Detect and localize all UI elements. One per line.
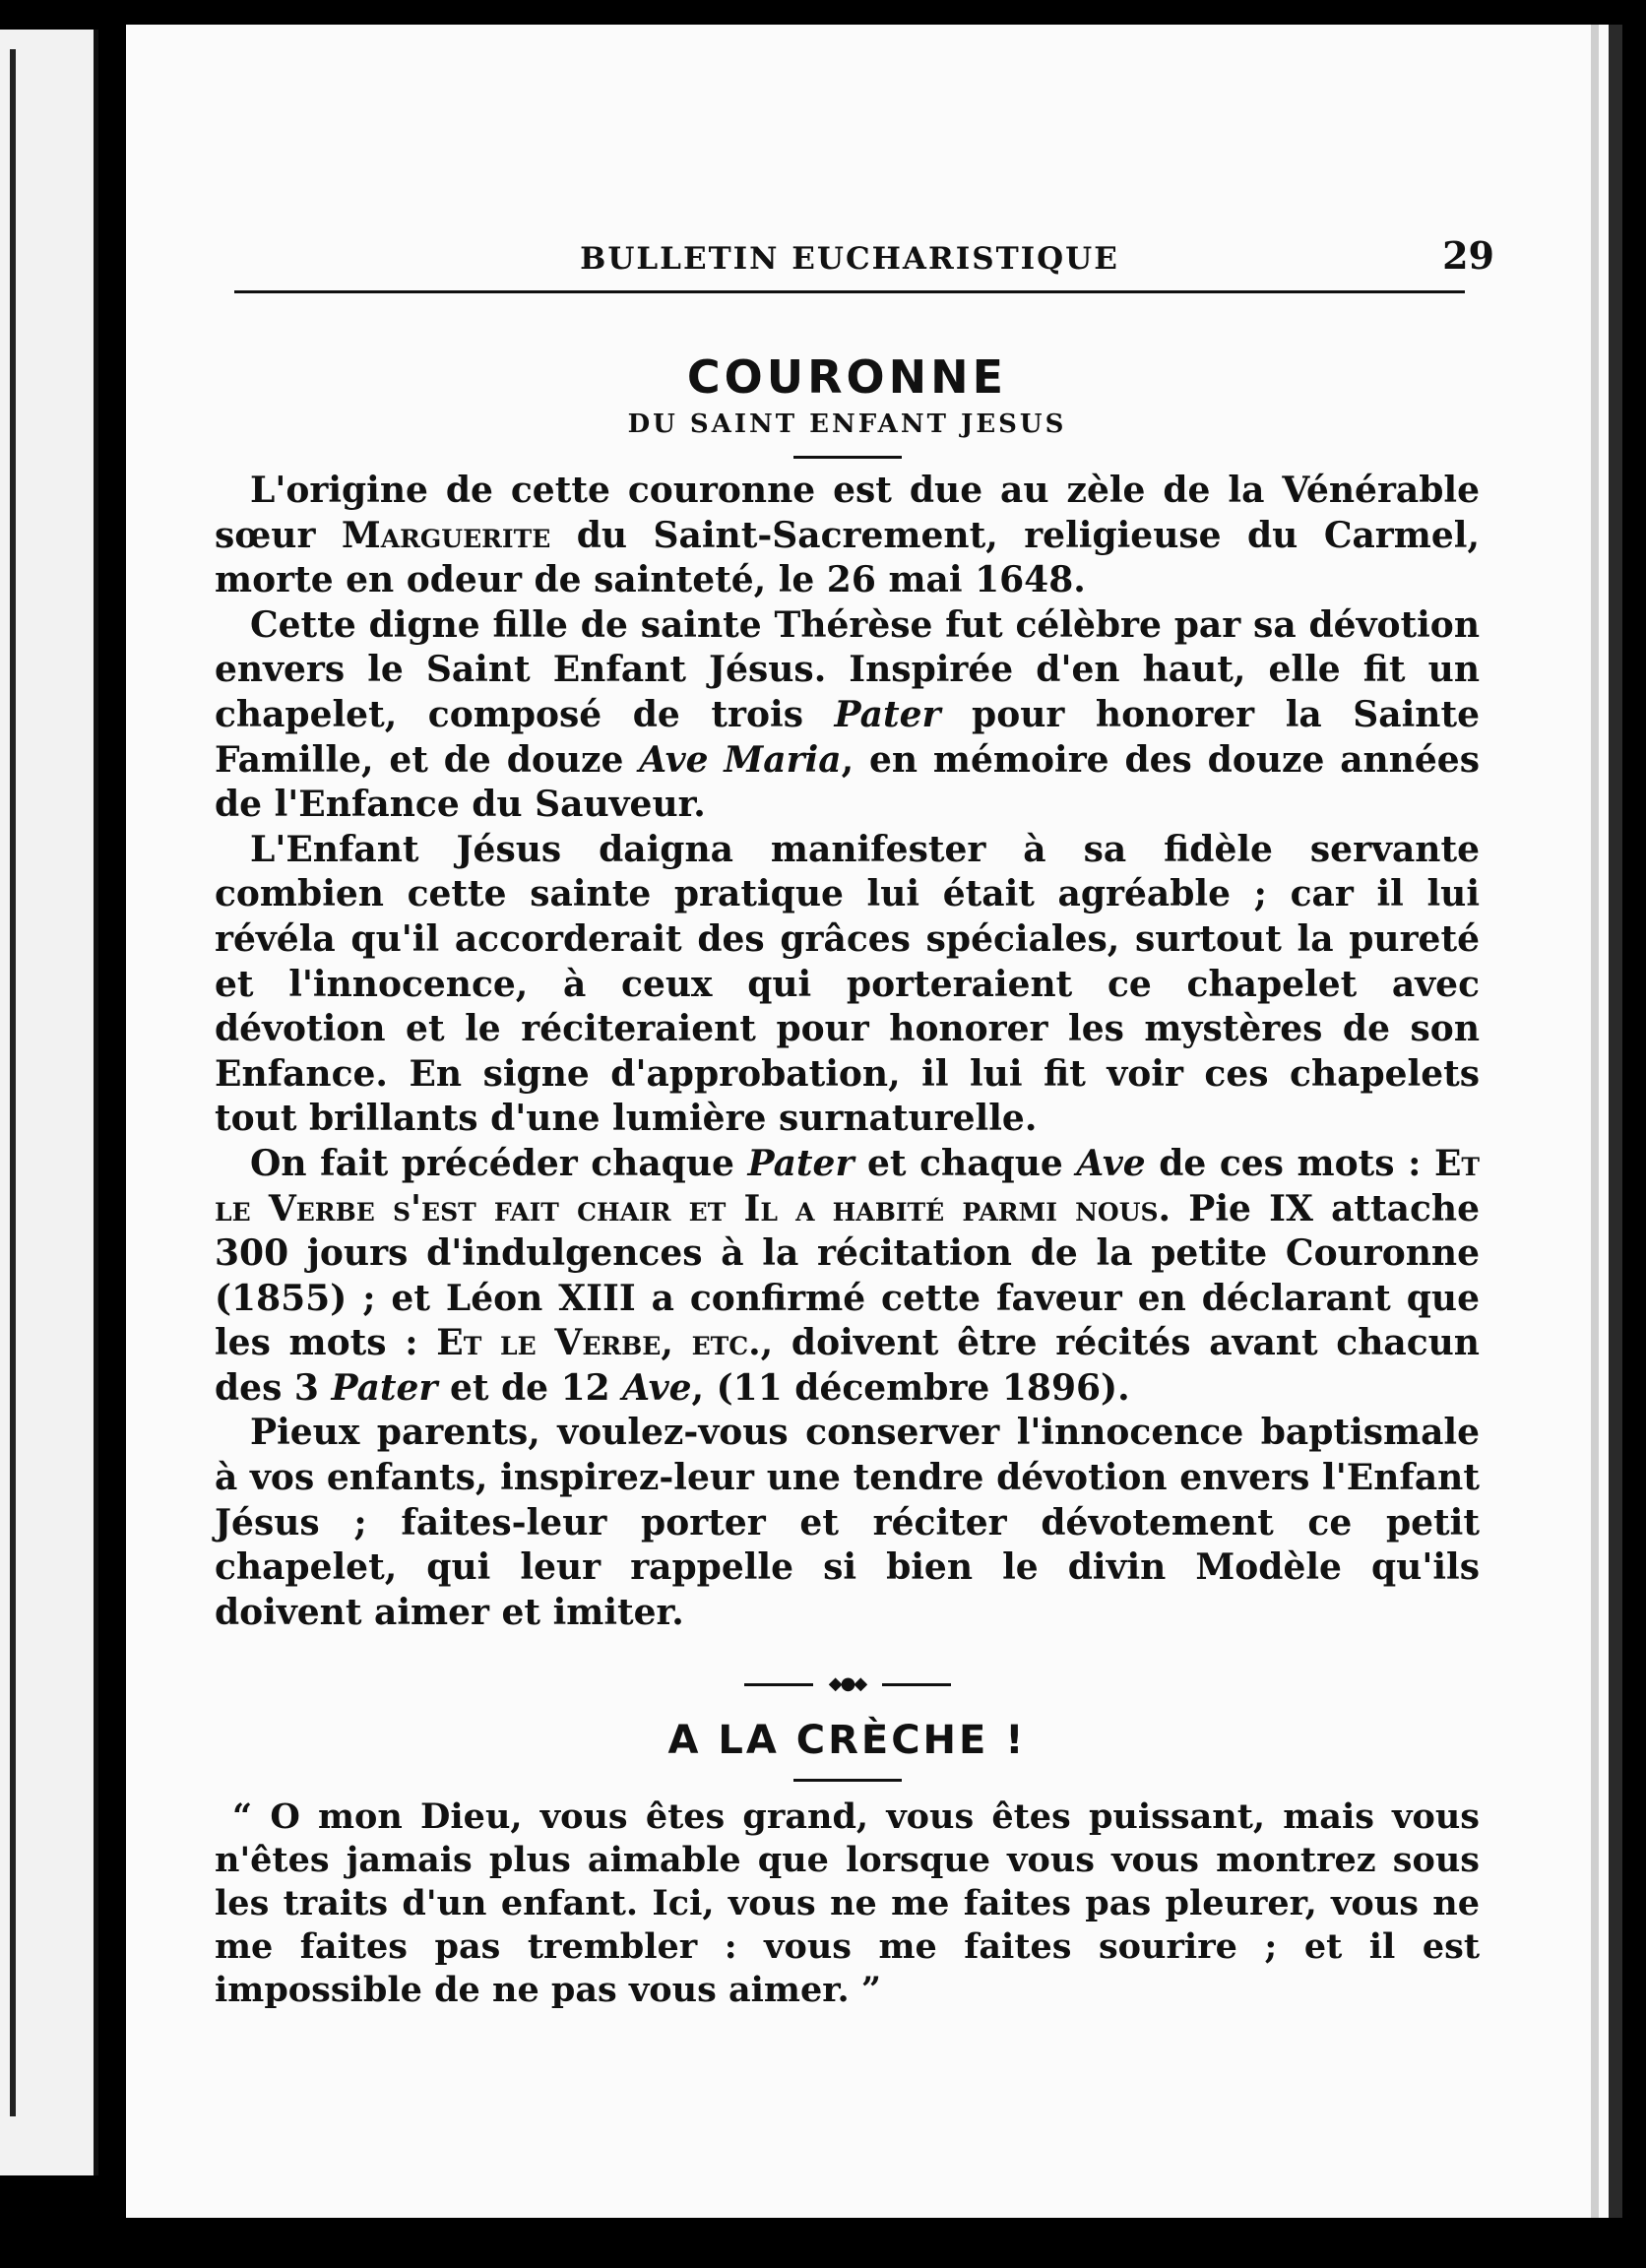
paragraph-1: [215, 469, 1480, 603]
article-title: COURONNE: [686, 350, 1008, 404]
p2-text-c: pour honorer la Sainte Famille, et de douze: [215, 693, 1480, 781]
p1-text-a: L'origine de cette couronne est due au zèle de la Vénérable sœur: [215, 470, 1480, 556]
p4-ave-2: Ave: [622, 1366, 692, 1409]
section-ornament: [744, 1674, 951, 1694]
ornament-line-right: [882, 1683, 951, 1686]
p4-text-m: , (11 décembre 1896).: [691, 1366, 1130, 1409]
p2-pater: Pater: [834, 693, 941, 735]
running-header: [234, 221, 1494, 293]
title-rule: [793, 456, 902, 459]
p4-text-a: On fait précéder chaque: [250, 1142, 748, 1184]
p1-text-c: du Saint-Sacrement, religieuse du Carmel, morte en odeur de sainteté, le 26 mai 1648.: [215, 514, 1480, 601]
article2-title: A LA CRÈCHE !: [667, 1718, 1027, 1764]
page-number: 29: [1442, 233, 1494, 278]
book-page: [126, 25, 1622, 2218]
p4-pater-2: Pater: [331, 1366, 438, 1409]
p4-text-i: , doivent être récités avant chacun des 3: [215, 1322, 1480, 1409]
p4-text-c: et chaque: [854, 1142, 1077, 1184]
p4-text-e: de ces mots :: [1145, 1142, 1422, 1184]
p2-text-e: , en mémoire des douze années de l'Enfance du Sauveur.: [215, 738, 1480, 826]
page-content: [215, 349, 1480, 2012]
ornament-line-left: [744, 1683, 813, 1686]
p2-ave-maria: Ave Maria: [639, 738, 842, 781]
ornament-flourish: ◆●◆: [828, 1673, 866, 1695]
p4-text-k: et de 12: [437, 1366, 623, 1409]
article-subtitle: DU SAINT ENFANT JESUS: [627, 410, 1067, 439]
article2-quote: “ O mon Dieu, vous êtes grand, vous êtes puissant, mais vous n'êtes jamais plus aimable que lorsque vous vous montrez sous les traits d'un enfant. Ici, vous ne me faites pas pleurer, vous ne me faites pas trembler : vous me faites sourire ; et il est impossible de ne pas vous aimer. ”: [215, 1796, 1480, 2011]
p4-text-g: Pie IX attache 300 jours d'indulgences à la récitation de la petite Couronne (1855) ; et Léon XIII a confirmé cette faveur en déclarant que les mots :: [215, 1187, 1480, 1364]
paragraph-4: [215, 1142, 1480, 1412]
p2-text-a: Cette digne fille de sainte Thérèse fut célèbre par sa dévotion envers le Saint Enfant Jésus. Inspirée d'en haut, elle fit un chapelet, composé de trois: [215, 603, 1480, 735]
p4-invocation: Et le Verbe s'est fait chair et Il a habité parmi nous.: [215, 1142, 1480, 1229]
p4-invocation-short: Et le Verbe, etc.: [436, 1322, 761, 1364]
p4-pater: Pater: [747, 1142, 855, 1184]
article2-title-rule: [793, 1779, 902, 1782]
p1-name-marguerite: Marguerite: [341, 514, 551, 556]
paragraph-3: L'Enfant Jésus daigna manifester à sa fidèle servante combien cette sainte pratique lui était agréable ; car il lui révéla qu'il accorderait des grâces spéciales, surtout la pureté et l'innocence, à ceux qui porteraient ce chapelet avec dévotion et le réciteraient pour honorer les mystères de son Enfance. En signe d'approbation, il lui fit voir ces chapelets tout brillants d'une lumière surnaturelle.: [215, 828, 1480, 1140]
adjacent-page-edge: [0, 30, 98, 2175]
paragraph-5: Pieux parents, voulez-vous conserver l'innocence baptismale à vos enfants, inspirez-leur une tendre dévotion envers l'Enfant Jésus ; faites-leur porter et réciter dévotement ce petit chapelet, qui leur rappelle si bien le divin Modèle qu'ils doivent aimer et imiter.: [215, 1412, 1480, 1633]
paragraph-2: [215, 603, 1480, 828]
p4-ave: Ave: [1076, 1142, 1146, 1184]
running-title: BULLETIN EUCHARISTIQUE: [580, 241, 1119, 277]
